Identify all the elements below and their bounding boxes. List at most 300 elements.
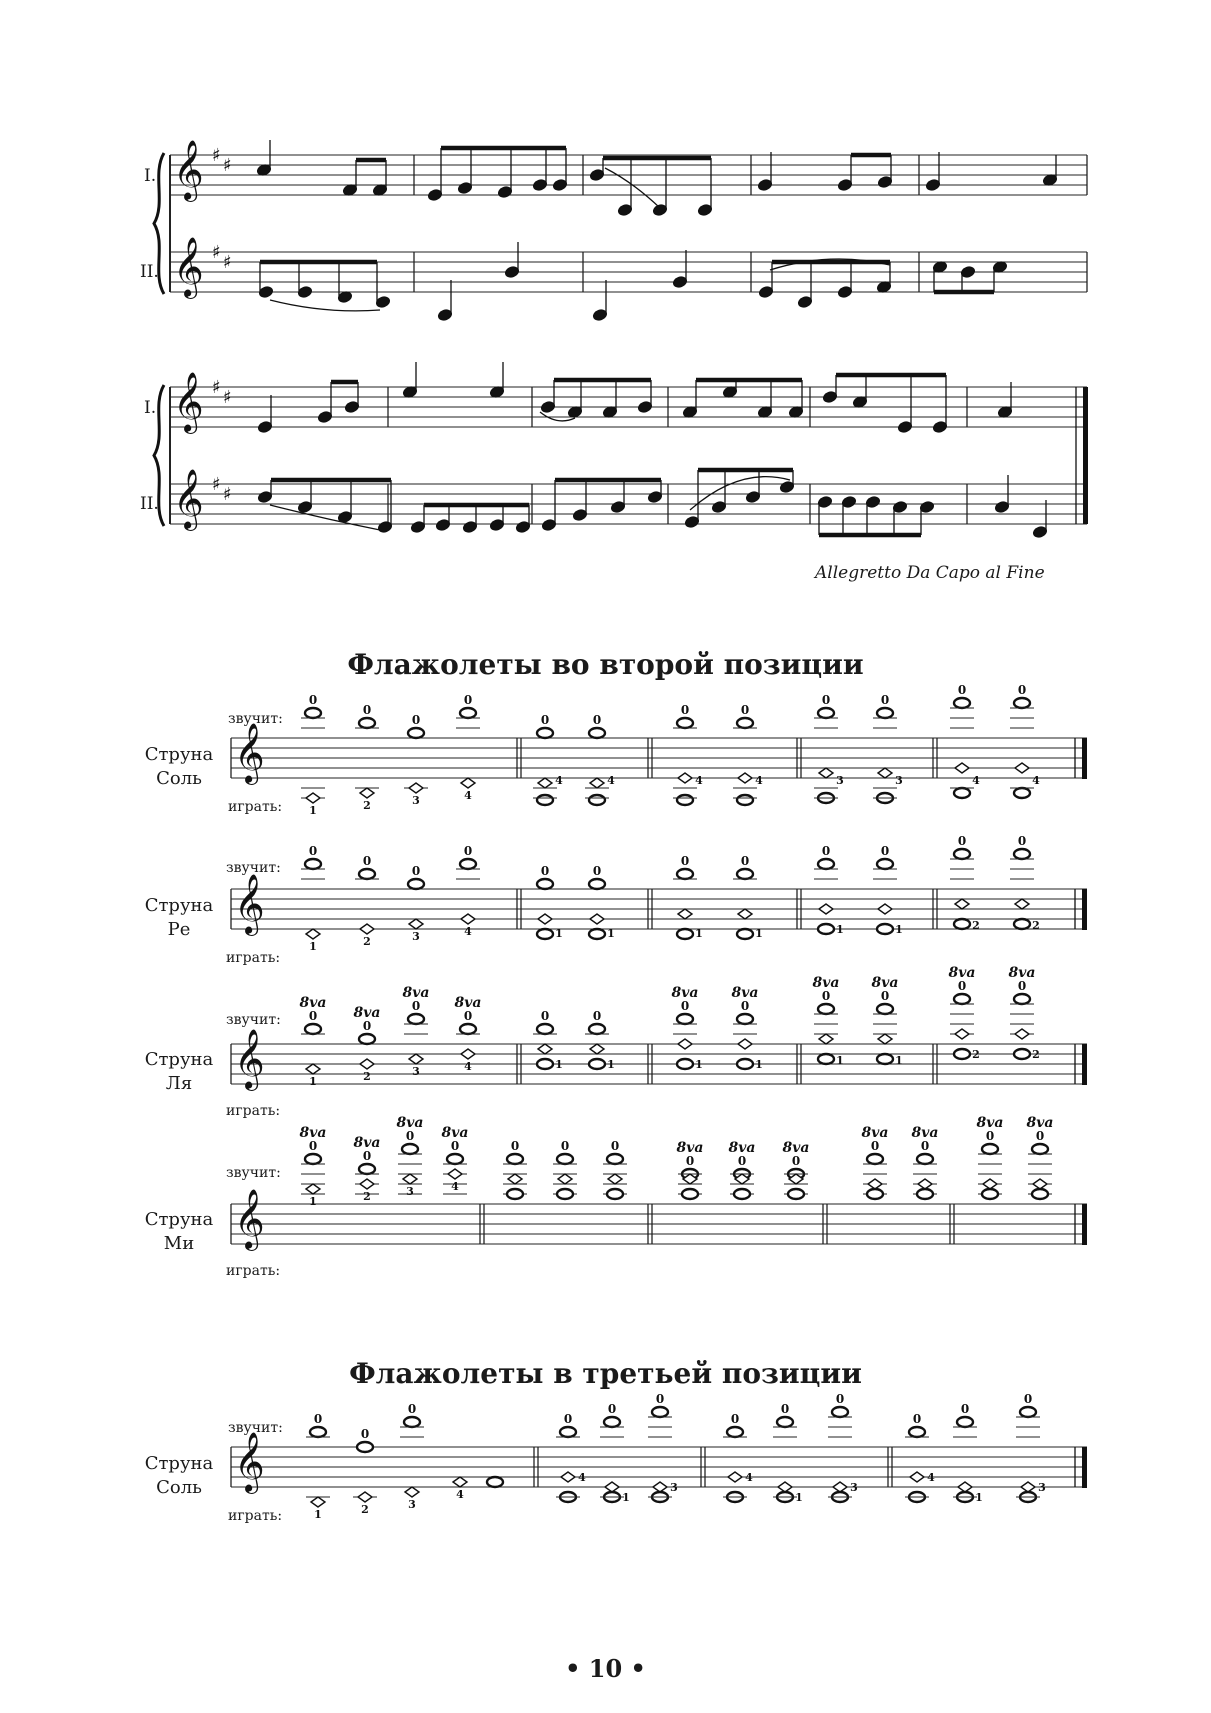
harmonic-zero: 0 [411,864,421,878]
harmonic-zero: 0 [313,1412,323,1426]
harmonic-zero: 0 [680,999,690,1013]
harmonic-diamond [590,914,604,924]
octave-mark: 8va [728,1140,756,1156]
harmonic-zero: 0 [540,713,550,727]
whole-note [589,1024,605,1034]
fingering-number: 1 [309,1075,317,1088]
fingering-number: 1 [555,1058,563,1071]
harmonic-zero: 0 [655,1392,665,1406]
slur [690,477,790,510]
string-name-line2: Соль [156,1477,202,1498]
part-label-II: II. [140,262,159,282]
whole-note [677,795,693,805]
fingering-number: 4 [464,1060,472,1073]
harmonic-zero: 0 [540,864,550,878]
octave-mark: 8va [676,1140,704,1156]
whole-note [460,708,476,718]
part-label-II: II. [140,494,159,514]
harmonic-diamond [453,1477,467,1487]
final-barline [1082,1044,1087,1085]
whole-note [507,1189,523,1199]
harmonic-diamond [678,909,692,919]
key-sharp: ♯ [223,387,232,408]
whole-note [357,1442,373,1452]
whole-note [1014,919,1030,929]
play-label: играть: [226,1263,281,1279]
fingering-number: 4 [464,925,472,938]
fingering-number: 4 [555,774,563,787]
ending-instruction: Allegretto Da Capo al Fine [815,563,1045,583]
fingering-number: 1 [755,927,763,940]
whole-note [677,718,693,728]
fingering-number: 1 [695,1058,703,1071]
whole-note [1020,1407,1036,1417]
harmonic-diamond [955,899,969,909]
harmonic-zero: 0 [592,713,602,727]
harmonic-zero: 0 [737,1154,747,1168]
page-number: • 10 • [565,1654,646,1683]
harmonic-diamond [360,788,374,798]
whole-note [537,1024,553,1034]
string-name-line1: Струна [144,1453,214,1474]
harmonic-diamond [590,778,604,788]
fingering-number: 4 [464,789,472,802]
whole-note [818,1054,834,1064]
octave-mark: 8va [353,1135,381,1151]
whole-note [359,718,375,728]
fingering-number: 1 [622,1491,630,1504]
whole-note [408,728,424,738]
fingering-number: 3 [850,1481,858,1494]
harmonic-diamond [608,1174,622,1184]
harmonic-diamond [878,1034,892,1044]
slur [605,168,660,208]
whole-note [877,924,893,934]
fingering-number: 3 [895,774,903,787]
harmonic-diamond [306,1184,320,1194]
string-name-g [124,743,234,791]
string-name-line2: Ре [167,919,191,940]
whole-note [557,1189,573,1199]
whole-note [737,1059,753,1069]
fingering-number: 1 [975,1491,983,1504]
fingering-number: 2 [972,919,980,932]
whole-note [589,929,605,939]
harmonic-diamond [311,1497,325,1507]
string-name-line1: Струна [144,895,214,916]
harmonic-diamond [590,1044,604,1054]
treble-clef: 𝄞 [173,469,204,529]
whole-note [957,1417,973,1427]
play-label: играть: [226,950,281,966]
whole-note [1032,1189,1048,1199]
whole-note [305,708,321,718]
whole-note [310,1427,326,1437]
string-name-line1: Струна [144,1209,214,1230]
play-label: играть: [228,1508,283,1524]
fingering-number: 3 [412,1065,420,1078]
key-sharp: ♯ [223,484,232,505]
octave-mark: 8va [441,1125,469,1141]
whole-note [737,718,753,728]
string-name-d [124,894,234,942]
whole-note [359,869,375,879]
treble-clef: 𝄞 [173,372,204,432]
whole-note [408,879,424,889]
whole-note [460,1024,476,1034]
octave-mark: 8va [731,985,759,1001]
whole-note [589,795,605,805]
slur [270,505,380,530]
harmonic-zero: 0 [880,844,890,858]
harmonic-zero: 0 [957,834,967,848]
treble-clef: 𝄞 [234,723,265,783]
harmonic-zero: 0 [912,1412,922,1426]
harmonic-diamond [405,1487,419,1497]
treble-clef: 𝄞 [234,1029,265,1089]
fingering-number: 3 [412,794,420,807]
fingering-number: 1 [309,804,317,817]
fingering-number: 4 [745,1471,753,1484]
harmonic-diamond [409,783,423,793]
whole-note [359,1034,375,1044]
fingering-number: 2 [361,1503,369,1516]
whole-note [604,1417,620,1427]
harmonic-zero: 0 [680,854,690,868]
play-label: играть: [226,1103,281,1119]
whole-note [917,1189,933,1199]
whole-note [982,1189,998,1199]
whole-note [305,1154,321,1164]
octave-mark: 8va [782,1140,810,1156]
whole-note [589,1059,605,1069]
final-barline [1082,889,1087,930]
octave-mark: 8va [871,975,899,991]
key-sharp: ♯ [212,242,221,263]
whole-note [867,1189,883,1199]
whole-note [652,1407,668,1417]
fingering-number: 1 [836,923,844,936]
harmonic-diamond [538,1044,552,1054]
harmonic-diamond [461,778,475,788]
harmonic-systems [231,683,1087,1521]
harmonic-diamond [728,1472,742,1482]
fingering-number: 2 [363,935,371,948]
fingering-number: 4 [927,1471,935,1484]
harmonic-zero: 0 [308,1009,318,1023]
key-sharp: ♯ [223,252,232,273]
harmonic-diamond [878,768,892,778]
whole-note [537,929,553,939]
harmonic-zero: 0 [985,1129,995,1143]
final-barline [1082,738,1087,779]
octave-mark: 8va [299,1125,327,1141]
harmonic-zero: 0 [740,703,750,717]
octave-mark: 8va [1026,1115,1054,1131]
whole-note [404,1417,420,1427]
string-name-line2: Соль [156,768,202,789]
whole-note [877,1054,893,1064]
harmonic-zero: 0 [407,1402,417,1416]
harmonic-zero: 0 [592,1009,602,1023]
fingering-number: 1 [607,927,615,940]
whole-note [402,1144,418,1154]
final-barline [1082,1204,1087,1245]
harmonic-zero: 0 [870,1139,880,1153]
whole-note [954,788,970,798]
whole-note [447,1154,463,1164]
sounds-label: звучит: [228,1420,283,1436]
whole-note [954,919,970,929]
harmonic-zero: 0 [463,1009,473,1023]
fingering-number: 1 [314,1508,322,1521]
whole-note [818,708,834,718]
whole-note [727,1427,743,1437]
part-label-I: I. [144,166,157,186]
harmonic-diamond [561,1472,575,1482]
harmonic-zero: 0 [362,1019,372,1033]
fingering-number: 3 [836,774,844,787]
harmonic-zero: 0 [821,989,831,1003]
harmonic-diamond [605,1482,619,1492]
fingering-number: 4 [607,774,615,787]
harmonic-diamond [910,1472,924,1482]
harmonic-diamond [955,763,969,773]
whole-note [877,859,893,869]
harmonic-zero: 0 [685,1154,695,1168]
harmonic-zero: 0 [780,1402,790,1416]
harmonic-zero: 0 [463,844,473,858]
fingering-number: 1 [309,940,317,953]
harmonic-zero: 0 [308,1139,318,1153]
harmonic-zero: 0 [405,1129,415,1143]
treble-clef: 𝄞 [234,874,265,934]
harmonic-zero: 0 [362,703,372,717]
harmonic-diamond [403,1174,417,1184]
fingering-number: 1 [836,1054,844,1067]
fingering-number: 1 [895,1054,903,1067]
harmonic-zero: 0 [960,1402,970,1416]
octave-mark: 8va [353,1005,381,1021]
harmonic-diamond [983,1179,997,1189]
whole-note [877,1004,893,1014]
harmonic-zero: 0 [1017,834,1027,848]
whole-note [832,1407,848,1417]
harmonic-diamond [538,778,552,788]
harmonic-zero: 0 [880,693,890,707]
harmonic-diamond [508,1174,522,1184]
harmonic-zero: 0 [880,989,890,1003]
whole-note [877,708,893,718]
harmonic-zero: 0 [740,999,750,1013]
harmonic-diamond [1015,899,1029,909]
fingering-number: 4 [755,774,763,787]
treble-clef: 𝄞 [234,1432,265,1492]
harmonic-diamond [958,1482,972,1492]
harmonic-diamond [461,1049,475,1059]
harmonic-diamond [918,1179,932,1189]
harmonic-diamond [868,1179,882,1189]
whole-note [954,849,970,859]
whole-note [818,924,834,934]
key-sharp: ♯ [223,155,232,176]
whole-note [537,879,553,889]
whole-note [954,698,970,708]
fingering-number: 4 [451,1180,459,1193]
string-name-line1: Струна [144,744,214,765]
harmonic-diamond [306,1064,320,1074]
harmonic-zero: 0 [360,1427,370,1441]
harmonic-zero: 0 [308,844,318,858]
treble-clef: 𝄞 [173,140,204,200]
harmonic-diamond [738,1039,752,1049]
string-name-g [124,1452,234,1500]
whole-note [818,859,834,869]
whole-note [1014,849,1030,859]
harmonic-zero: 0 [791,1154,801,1168]
fingering-number: 1 [309,1195,317,1208]
harmonic-zero: 0 [607,1402,617,1416]
section-title-2nd-position: Флажолеты во второй позиции [347,648,864,681]
harmonic-diamond [878,904,892,914]
harmonic-diamond [360,1179,374,1189]
string-name-e [124,1208,234,1256]
harmonic-zero: 0 [540,1009,550,1023]
whole-note [1032,1144,1048,1154]
harmonic-zero: 0 [740,854,750,868]
whole-note [982,1144,998,1154]
whole-note [682,1189,698,1199]
whole-note [537,1059,553,1069]
fingering-number: 4 [972,774,980,787]
harmonic-diamond [678,773,692,783]
key-sharp: ♯ [212,377,221,398]
harmonic-diamond [360,1059,374,1069]
duet-systems [154,140,1088,539]
section-title-3rd-position: Флажолеты в третьей позиции [349,1357,862,1390]
fingering-number: 1 [607,1058,615,1071]
octave-mark: 8va [948,965,976,981]
harmonic-zero: 0 [308,693,318,707]
fingering-number: 2 [363,799,371,812]
whole-note [954,994,970,1004]
whole-note [777,1417,793,1427]
harmonic-diamond [819,768,833,778]
harmonic-zero: 0 [411,713,421,727]
harmonic-diamond [1021,1482,1035,1492]
sounds-label: звучит: [228,711,283,727]
final-barline [1082,1447,1087,1488]
octave-mark: 8va [812,975,840,991]
part-label-I: I. [144,398,157,418]
harmonic-zero: 0 [510,1139,520,1153]
harmonic-zero: 0 [957,683,967,697]
whole-note [737,1014,753,1024]
whole-note [677,869,693,879]
octave-mark: 8va [402,985,430,1001]
fingering-number: 2 [363,1190,371,1203]
slur [270,300,380,311]
whole-note [537,795,553,805]
whole-note [589,728,605,738]
harmonic-diamond [1033,1179,1047,1189]
whole-note [537,728,553,738]
harmonic-zero: 0 [592,864,602,878]
whole-note [607,1154,623,1164]
fingering-number: 1 [755,1058,763,1071]
harmonic-zero: 0 [362,854,372,868]
sounds-label: звучит: [226,1012,281,1028]
whole-note [734,1189,750,1199]
string-name-line1: Струна [144,1049,214,1070]
octave-mark: 8va [671,985,699,1001]
final-barline [1083,387,1088,524]
whole-note [1014,788,1030,798]
octave-mark: 8va [911,1125,939,1141]
harmonic-zero: 0 [821,844,831,858]
harmonic-zero: 0 [920,1139,930,1153]
whole-note [1014,1049,1030,1059]
fingering-number: 2 [363,1070,371,1083]
whole-note [677,929,693,939]
whole-note [677,1059,693,1069]
fingering-number: 3 [1038,1481,1046,1494]
fingering-number: 4 [1032,774,1040,787]
treble-clef: 𝄞 [234,1189,265,1249]
whole-note [737,795,753,805]
harmonic-zero: 0 [1023,1392,1033,1406]
harmonic-diamond [448,1169,462,1179]
harmonic-zero: 0 [1035,1129,1045,1143]
harmonic-diamond [833,1482,847,1492]
harmonic-zero: 0 [463,693,473,707]
harmonic-diamond [409,1054,423,1064]
harmonic-zero: 0 [450,1139,460,1153]
sounds-label: звучит: [226,1165,281,1181]
fingering-number: 3 [406,1185,414,1198]
fingering-number: 3 [412,930,420,943]
whole-note [1014,698,1030,708]
harmonic-diamond [819,904,833,914]
octave-mark: 8va [454,995,482,1011]
whole-note [607,1189,623,1199]
fingering-number: 1 [555,927,563,940]
harmonic-diamond [306,793,320,803]
fingering-number: 2 [1032,919,1040,932]
whole-note [818,1004,834,1014]
harmonic-zero: 0 [411,999,421,1013]
key-sharp: ♯ [212,474,221,495]
fingering-number: 4 [578,1471,586,1484]
fingering-number: 4 [456,1488,464,1501]
whole-note [737,869,753,879]
whole-note [589,879,605,889]
string-name-line2: Ми [163,1233,195,1254]
fingering-number: 2 [972,1048,980,1061]
string-name-a [124,1048,234,1096]
harmonic-diamond [538,914,552,924]
whole-note [954,1049,970,1059]
whole-note [677,1014,693,1024]
whole-note [487,1477,503,1487]
play-label: играть: [228,799,283,815]
whole-note [867,1154,883,1164]
harmonic-zero: 0 [730,1412,740,1426]
harmonic-zero: 0 [560,1139,570,1153]
harmonic-zero: 0 [563,1412,573,1426]
fingering-number: 2 [1032,1048,1040,1061]
whole-note [305,859,321,869]
